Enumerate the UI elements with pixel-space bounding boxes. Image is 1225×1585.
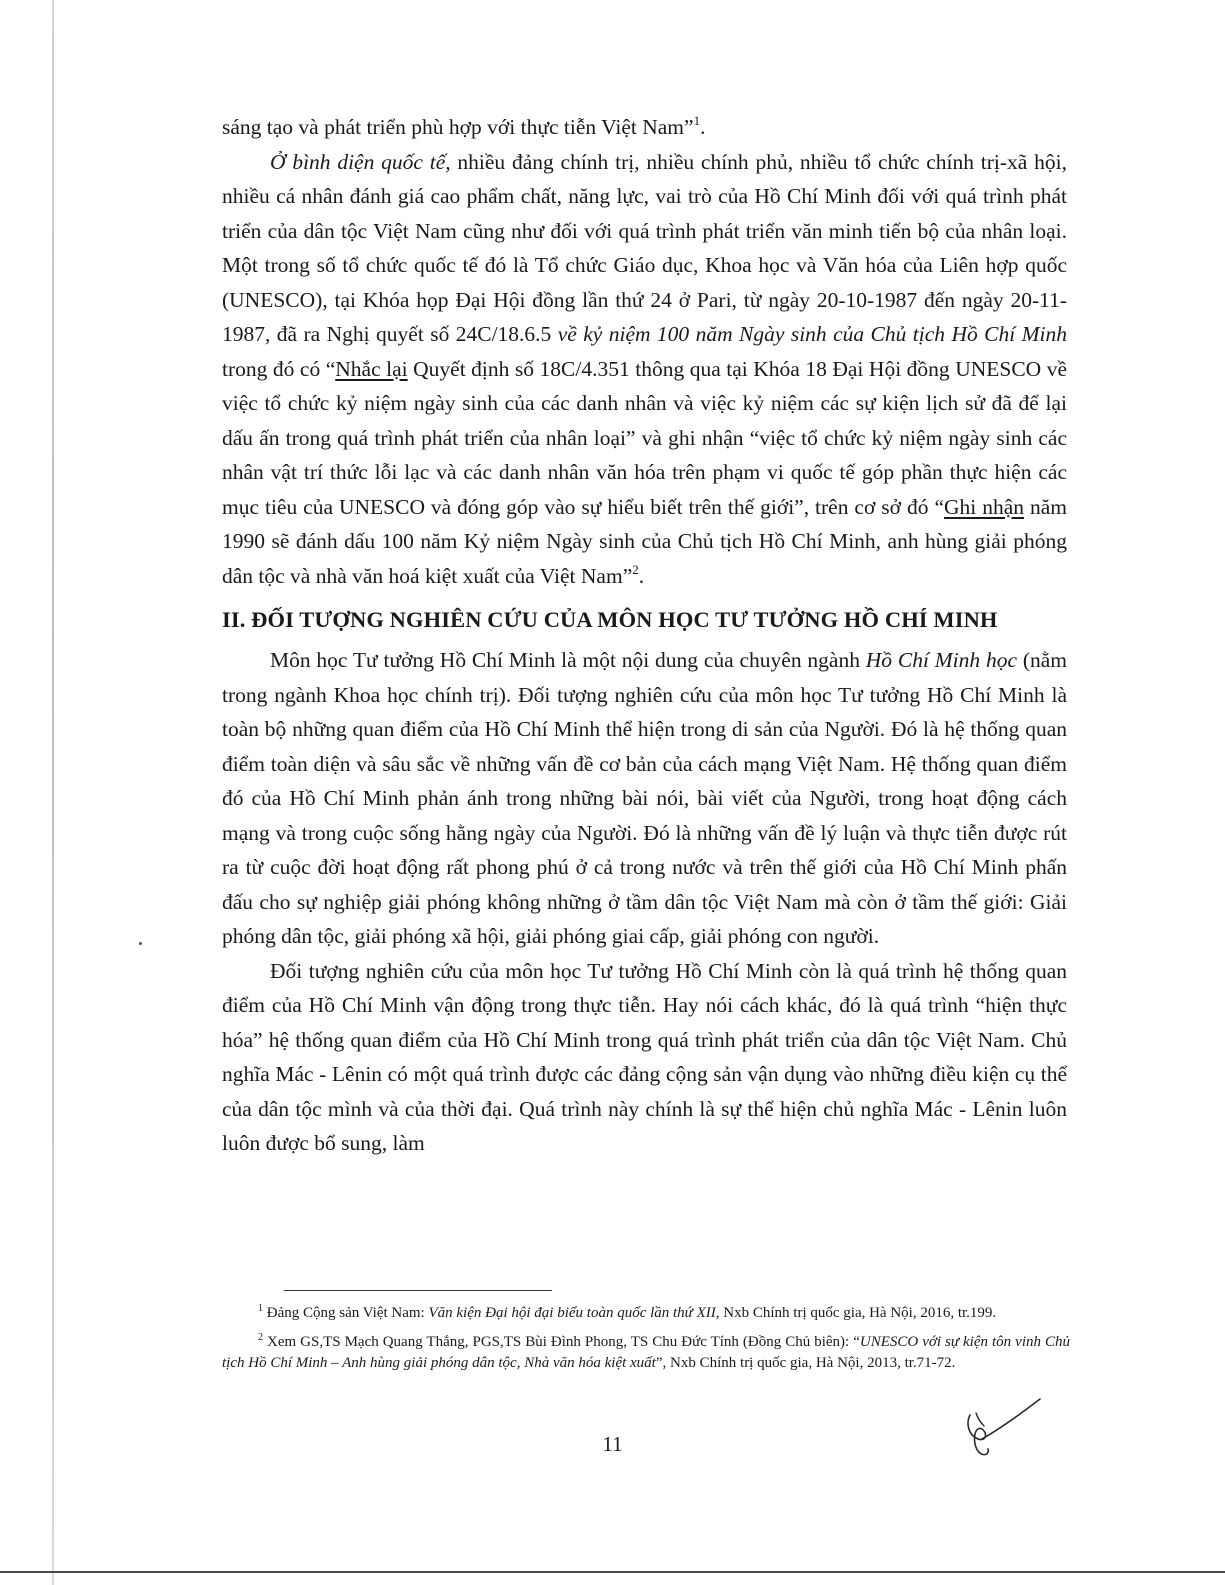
footnote-mark: 1 [258,1303,263,1314]
scan-speck [139,942,142,945]
underlined-phrase: Ghi nhận [944,494,1025,519]
paragraph-continuation [222,110,1067,145]
italic-term: Hồ Chí Minh học [865,648,1017,672]
footnote-italic: Văn kiện Đại hội đại biểu toàn quốc lần thứ XII, [428,1305,720,1321]
footnote-text: Nxb Chính trị quốc gia, Hà Nội, 2016, tr.199. [719,1305,997,1321]
paragraph-text: Quyết định số 18C/4.351 thông qua tại Khóa 18 Đại Hội đồng UNESCO về việc tổ chức kỷ niệm ngày sinh của các danh nhân và việc kỷ niệm các sự kiện lịch sử đã để lại dấu ấn trong quá trình phát triển của nhân loại” và ghi nhận “việc tổ chức kỷ niệm ngày sinh các nhân vật trí thức lỗi lạc và các danh nhân văn hóa trên phạm vi quốc tế góp phần thực hiện các mục tiêu của UNESCO và đóng góp vào sự hiểu biết trên thế giới”, trên cơ sở đó “ [222,356,1068,519]
footnote-text: Xem GS,TS Mạch Quang Thắng, PGS,TS Bùi Đình Phong, TS Chu Đức Tính (Đồng Chủ biên): “ [263,1334,860,1350]
footnote-separator [284,1290,552,1291]
footnotes [222,1303,1070,1382]
scan-bottom-edge [0,1571,1225,1573]
paragraph-process [222,954,1067,1161]
paragraph-text: . [700,115,706,139]
scan-left-edge [52,0,54,1585]
paragraph-text: (nằm trong ngành Khoa học chính trị). Đối tượng nghiên cứu của môn học Tư tưởng Hồ Chí Minh là toàn bộ những quan điểm của Hồ Chí Minh thể hiện trong di sản của Người. Đó là hệ thống quan điểm toàn diện và sâu sắc về những vấn đề cơ bản của cách mạng Việt Nam. Hệ thống quan điểm đó của Hồ Chí Minh phản ánh trong những bài nói, bài viết của Người, trong hoạt động cách mạng và trong cuộc sống hằng ngày của Người. Đó là những vấn đề lý luận và thực tiễn được rút ra từ cuộc đời hoạt động rất phong phú ở cả trong nước và trên thế giới của Hồ Chí Minh phấn đấu cho sự nghiệp giải phóng không những ở tầm dân tộc Việt Nam mà còn ở tầm thế giới: Giải phóng dân tộc, giải phóng xã hội, giải phóng giai cấp, giải phóng con người. [222,648,1067,948]
paragraph-text: . [638,563,645,588]
paragraph-international [222,145,1067,594]
paragraph-text: năm 1990 sẽ đánh dấu 100 năm Kỷ niệm Ngày sinh của Chủ tịch Hồ Chí Minh, anh hùng giải phóng dân tộc và nhà văn hoá kiệt xuất của Việt Nam” [222,494,1067,588]
paragraph-subject [222,643,1067,954]
footnote-mark: 2 [258,1332,263,1343]
footnote-ref-1[interactable]: 1 [693,113,701,128]
footnote-ref-2[interactable]: 2 [632,561,639,577]
paragraph-text: Môn học Tư tưởng Hồ Chí Minh là một nội dung của chuyên ngành [270,648,866,672]
footnote-2 [222,1332,1070,1374]
footnote-text: Đảng Cộng sản Việt Nam: [263,1305,429,1321]
paragraph-text: Đối tượng nghiên cứu của môn học Tư tưởng Hồ Chí Minh còn là quá trình hệ thống quan điểm của Hồ Chí Minh vận động trong thực tiễn. Hay nói cách khác, đó là quá trình “hiện thực hóa” hệ thống quan điểm của Hồ Chí Minh trong quá trình phát triển của dân tộc Việt Nam. Chủ nghĩa Mác - Lênin có một quá trình được các đảng cộng sản vận dụng vào những điều kiện cụ thể của dân tộc mình và của thời đại. Quá trình này chính là sự thể hiện chủ nghĩa Mác - Lênin luôn luôn được bổ sung, làm [222,958,1067,1155]
page-number: 11 [602,1432,623,1456]
paragraph-text: trong đó có “ [222,356,336,381]
resolution-title: về kỷ niệm 100 năm Ngày sinh của Chủ tịch Hồ Chí Minh [557,322,1067,346]
footnote-1 [222,1303,1070,1324]
paragraph-text: sáng tạo và phát triển phù hợp với thực tiễn Việt Nam” [222,115,694,139]
footnote-italic: UNESCO với sự kiện tôn vinh Chủ tịch Hồ Chí Minh – Anh hùng giải phóng dân tộc, Nhà văn hóa kiệt xuất [222,1334,1070,1371]
underlined-phrase: Nhắc lại [335,356,408,381]
page-body [222,110,1067,1161]
italic-lead: Ở bình diện quốc tế, [270,149,451,174]
section-heading: II. ĐỐI TƯỢNG NGHIÊN CỨU CỦA MÔN HỌC TƯ TƯỞNG HỒ CHÍ MINH [222,607,998,632]
paragraph-text: nhiều đảng chính trị, nhiều chính phủ, nhiều tổ chức chính trị-xã hội, nhiều cá nhân đánh giá cao phẩm chất, năng lực, vai trò của Hồ Chí Minh đối với quá trình phát triển của dân tộc Việt Nam cũng như đối với quá trình phát triển văn minh tiến bộ của nhân loại. Một trong số tổ chức quốc tế đó là Tổ chức Giáo dục, Khoa học và Văn hóa của Liên hợp quốc (UNESCO), tại Khóa họp Đại Hội đồng lần thứ 24 ở Pari, từ ngày 20-10-1987 đến ngày 20-11-1987, đã ra Nghị quyết số 24C/18.6.5 [222,149,1067,346]
footnote-text: ”, Nxb Chính trị quốc gia, Hà Nội, 2013, tr.71-72. [655,1355,956,1371]
